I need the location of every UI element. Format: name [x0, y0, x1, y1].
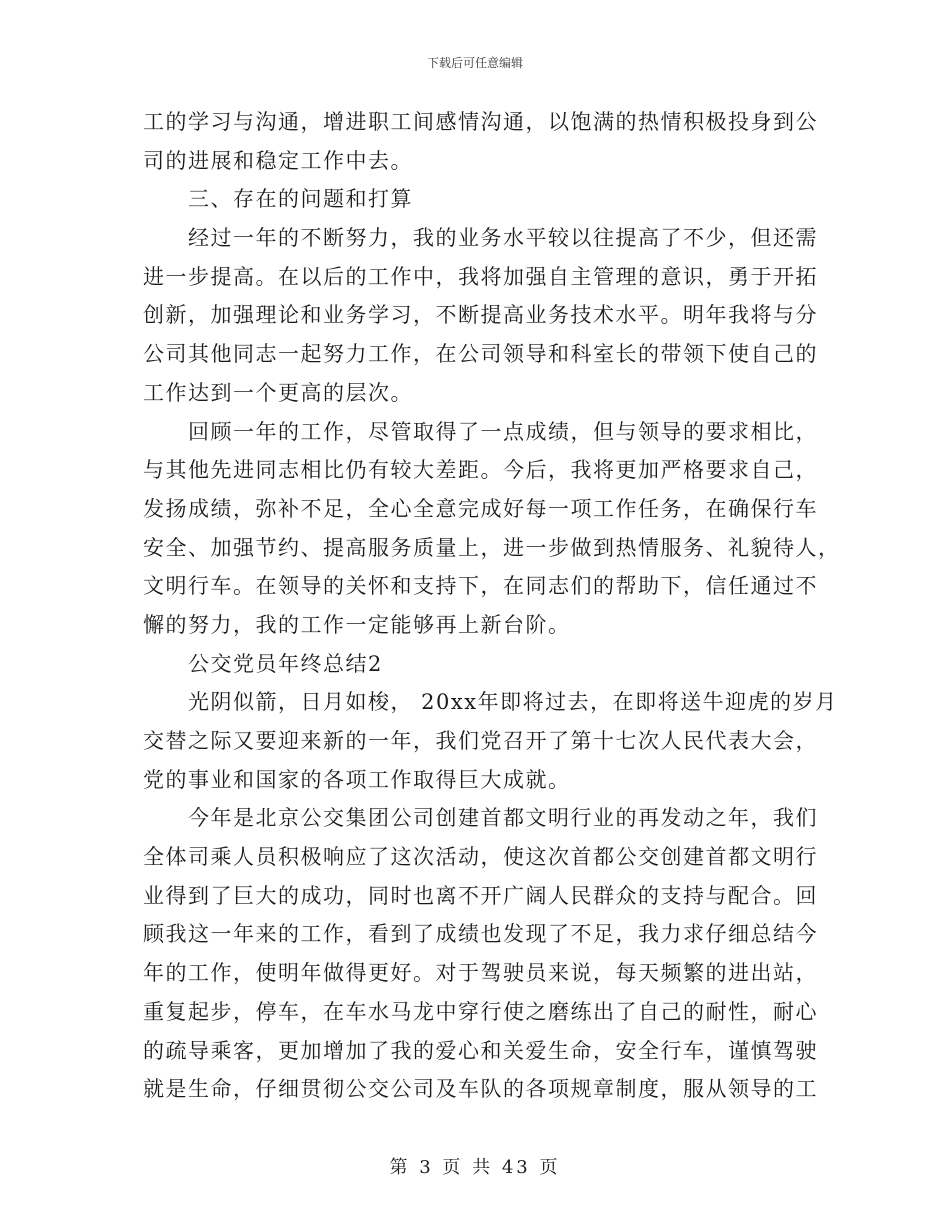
- text-line: 全体司乘人员积极响应了这次活动，使这次首都公交创建首都文明行: [143, 845, 818, 870]
- text-line: 交替之际又要迎来新的一年，我们党召开了第十七次人民代表大会，: [143, 729, 818, 753]
- section-heading: 三、存在的问题和打算: [188, 187, 413, 212]
- header-note: 下载后可任意编辑: [426, 56, 523, 70]
- section-heading: 公交党员年终总结2: [188, 651, 383, 676]
- text-line: 进一步提高。在以后的工作中，我将加强自主管理的意识，勇于开拓: [143, 264, 818, 289]
- text-line: 的疏导乘客，更加增加了我的爱心和关爱生命，安全行车，谨慎驾驶: [143, 1038, 818, 1063]
- text-line: 业得到了巨大的成功，同时也离不开广阔人民群众的支持与配合。回: [143, 883, 818, 908]
- text-line: 安全、加强节约、提高服务质量上，进一步做到热情服务、礼貌待人，: [143, 535, 841, 560]
- text-line: 创新，加强理论和业务学习，不断提高业务技术水平。明年我将与分: [143, 303, 818, 328]
- text-line: 今年是北京公交集团公司创建首都文明行业的再发动之年，我们: [188, 806, 818, 831]
- text-line: 回顾一年的工作，尽管取得了一点成绩，但与领导的要求相比，: [188, 419, 818, 444]
- text-line: 重复起步，停车，在车水马龙中穿行使之磨练出了自己的耐性，耐心: [143, 999, 818, 1024]
- text-line: 就是生命，仔细贯彻公交公司及车队的各项规章制度，服从领导的工: [143, 1077, 818, 1102]
- text-line: 光阴似箭，日月如梭， 20xx年即将过去，在即将送牛迎虎的岁月: [188, 690, 838, 715]
- text-line: 经过一年的不断努力，我的业务水平较以往提高了不少，但还需: [188, 226, 818, 251]
- document-body: [143, 103, 841, 1109]
- page-number: 第 3 页 共 43 页: [389, 1157, 561, 1178]
- text-line: 懈的努力，我的工作一定能够再上新台阶。: [143, 612, 571, 637]
- text-line: 司的进展和稳定工作中去。: [143, 148, 413, 173]
- text-line: 发扬成绩，弥补不足，全心全意完成好每一项工作任务，在确保行车: [143, 496, 818, 521]
- text-line: 公司其他同志一起努力工作，在公司领导和科室长的带领下使自己的: [143, 342, 818, 367]
- text-line: 文明行车。在领导的关怀和支持下，在同志们的帮助下，信任通过不: [143, 574, 818, 599]
- text-line: 与其他先进同志相比仍有较大差距。今后，我将更加严格要求自己，: [143, 458, 818, 483]
- text-line: 年的工作，使明年做得更好。对于驾驶员来说，每天频繁的进出站，: [143, 961, 818, 986]
- text-line: 工作达到一个更高的层次。: [143, 380, 413, 405]
- text-line: 党的事业和国家的各项工作取得巨大成就。: [143, 767, 571, 792]
- text-line: 工的学习与沟通，增进职工间感情沟通，以饱满的热情积极投身到公: [143, 110, 818, 134]
- text-line: 顾我这一年来的工作，看到了成绩也发现了不足，我力求仔细总结今: [143, 922, 818, 947]
